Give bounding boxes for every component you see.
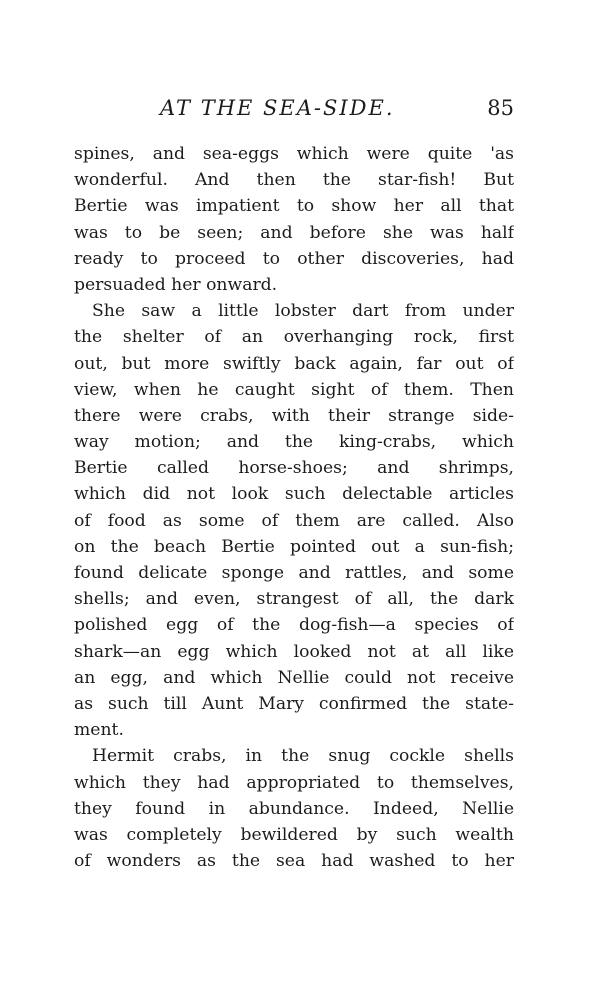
text-line: view, when he caught sight of them. Then: [74, 379, 514, 400]
text-line: they found in abundance. Indeed, Nellie: [74, 798, 514, 819]
text-line: there were crabs, with their strange side-: [74, 405, 514, 426]
text-line: She saw a little lobster dart from under: [92, 301, 514, 322]
text-line: wonderful. And then the star-fish! But: [74, 170, 514, 191]
text-line: which they had appropriated to themselves,: [74, 772, 514, 793]
text-line: Bertie was impatient to show her all that: [74, 196, 514, 217]
text-line: found delicate sponge and rattles, and some: [74, 563, 514, 583]
text-line: on the beach Bertie pointed out a sun-fish;: [74, 536, 514, 557]
running-head: [74, 96, 514, 128]
running-title: AT THE SEA-SIDE.: [160, 96, 395, 120]
text-line: ment.: [74, 720, 124, 741]
text-line: Hermit crabs, in the snug cockle shells: [92, 746, 514, 767]
text-line: shark—an egg which looked not at all like: [74, 641, 514, 662]
text-line: way motion; and the king-crabs, which: [74, 432, 514, 453]
text-line: as such till Aunt Mary confirmed the state-: [74, 693, 514, 714]
text-line: out, but more swiftly back again, far out of: [74, 353, 514, 374]
text-line: was to be seen; and before she was half: [74, 222, 514, 243]
text-line: Bertie called horse-shoes; and shrimps,: [74, 458, 514, 479]
text-line: which did not look such delectable articles: [74, 484, 514, 505]
page-number: 85: [487, 96, 514, 120]
text-line: the shelter of an overhanging rock, first: [74, 327, 514, 348]
text-line: polished egg of the dog-fish—a species of: [74, 615, 514, 636]
text-line: spines, and sea-eggs which were quite 'as: [74, 144, 514, 164]
text-line: of wonders as the sea had washed to her: [74, 851, 514, 872]
text-line: persuaded her onward.: [74, 274, 278, 295]
body-text: [74, 141, 514, 874]
text-line: of food as some of them are called. Also: [74, 510, 514, 531]
text-line: ready to proceed to other discoveries, had: [74, 248, 514, 269]
text-line: shells; and even, strangest of all, the dark: [74, 589, 514, 610]
text-line: was completely bewildered by such wealth: [74, 824, 514, 845]
text-line: an egg, and which Nellie could not receive: [74, 667, 514, 688]
